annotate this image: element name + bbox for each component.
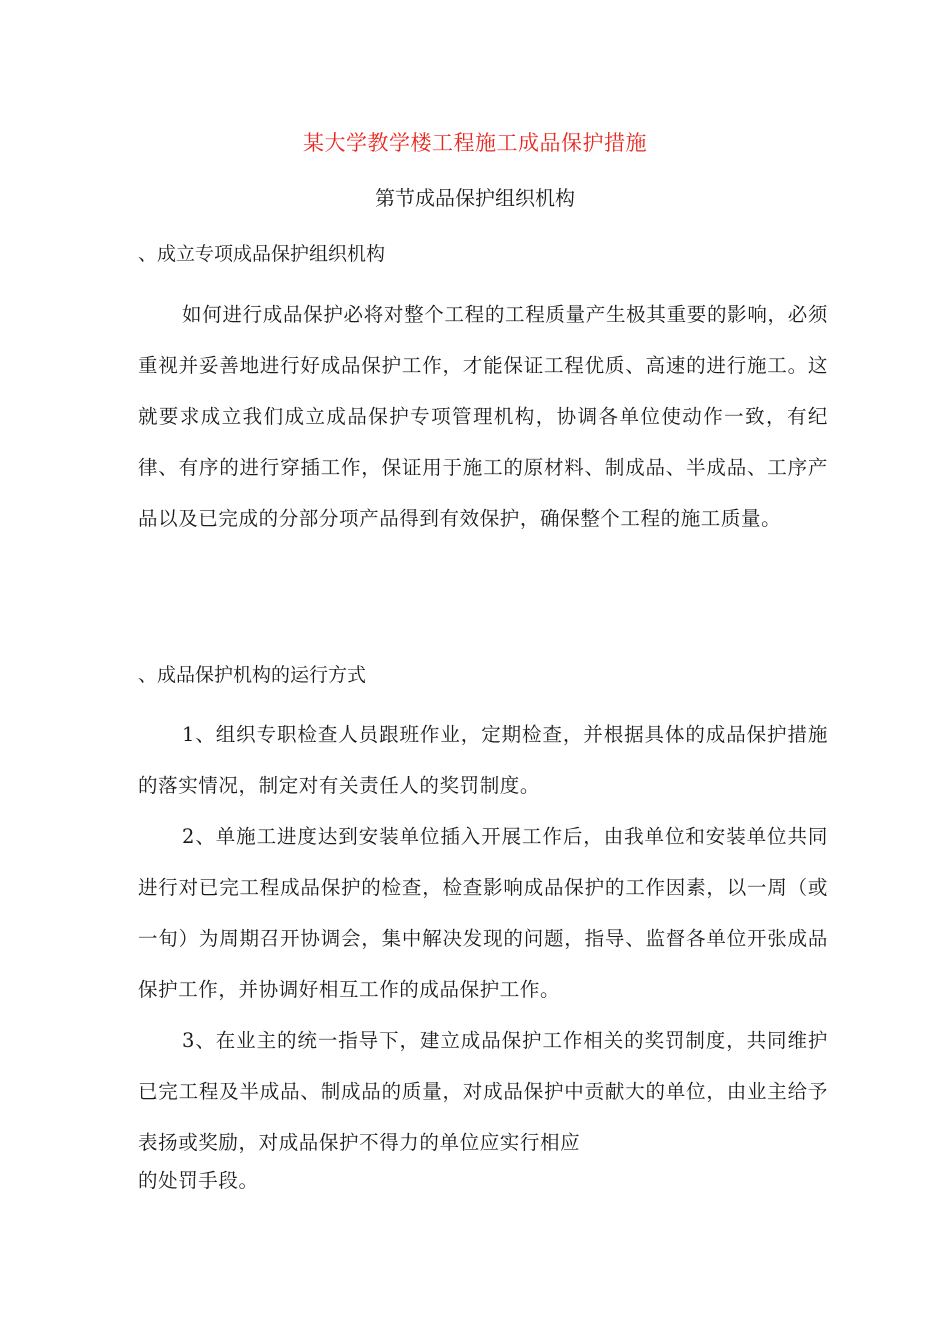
section2-item-3-tail: 的处罚手段。: [138, 1169, 259, 1192]
section2-heading: 、成品保护机构的运行方式: [138, 664, 367, 686]
section2-item-3: 3、在业主的统一指导下，建立成品保护工作相关的奖罚制度，共同维护已完工程及半成品、制成品的质量，对成品保护中贡献大的单位，由业主给予表扬或奖励，对成品保护不得力的单位应实行相应: [138, 1029, 828, 1154]
section1-heading: 、成立专项成品保护组织机构: [138, 243, 386, 265]
section2-item-1: 1、组织专职检查人员跟班作业，定期检查，并根据具体的成品保护措施的落实情况，制定对有关责任人的奖罚制度。: [138, 723, 828, 797]
section-subtitle: 第节成品保护组织机构: [375, 186, 575, 210]
section2-item-2: 2、单施工进度达到安装单位插入开展工作后，由我单位和安装单位共同进行对已完工程成品保护的检查，检查影响成品保护的工作因素，以一周（或一旬）为周期召开协调会，集中解决发现的问题，指导、监督各单位开张成品保护工作，并协调好相互工作的成品保护工作。: [138, 825, 828, 1001]
document-title: 某大学教学楼工程施工成品保护措施: [303, 131, 647, 155]
section1-paragraph: 如何进行成品保护必将对整个工程的工程质量产生极其重要的影响，必须重视并妥善地进行好成品保护工作，才能保证工程优质、高速的进行施工。这就要求成立我们成立成品保护专项管理机构，协调各单位使动作一致，有纪律、有序的进行穿插工作，保证用于施工的原材料、制成品、半成品、工序产品以及已完成的分部分项产品得到有效保护，确保整个工程的施工质量。: [138, 303, 828, 530]
